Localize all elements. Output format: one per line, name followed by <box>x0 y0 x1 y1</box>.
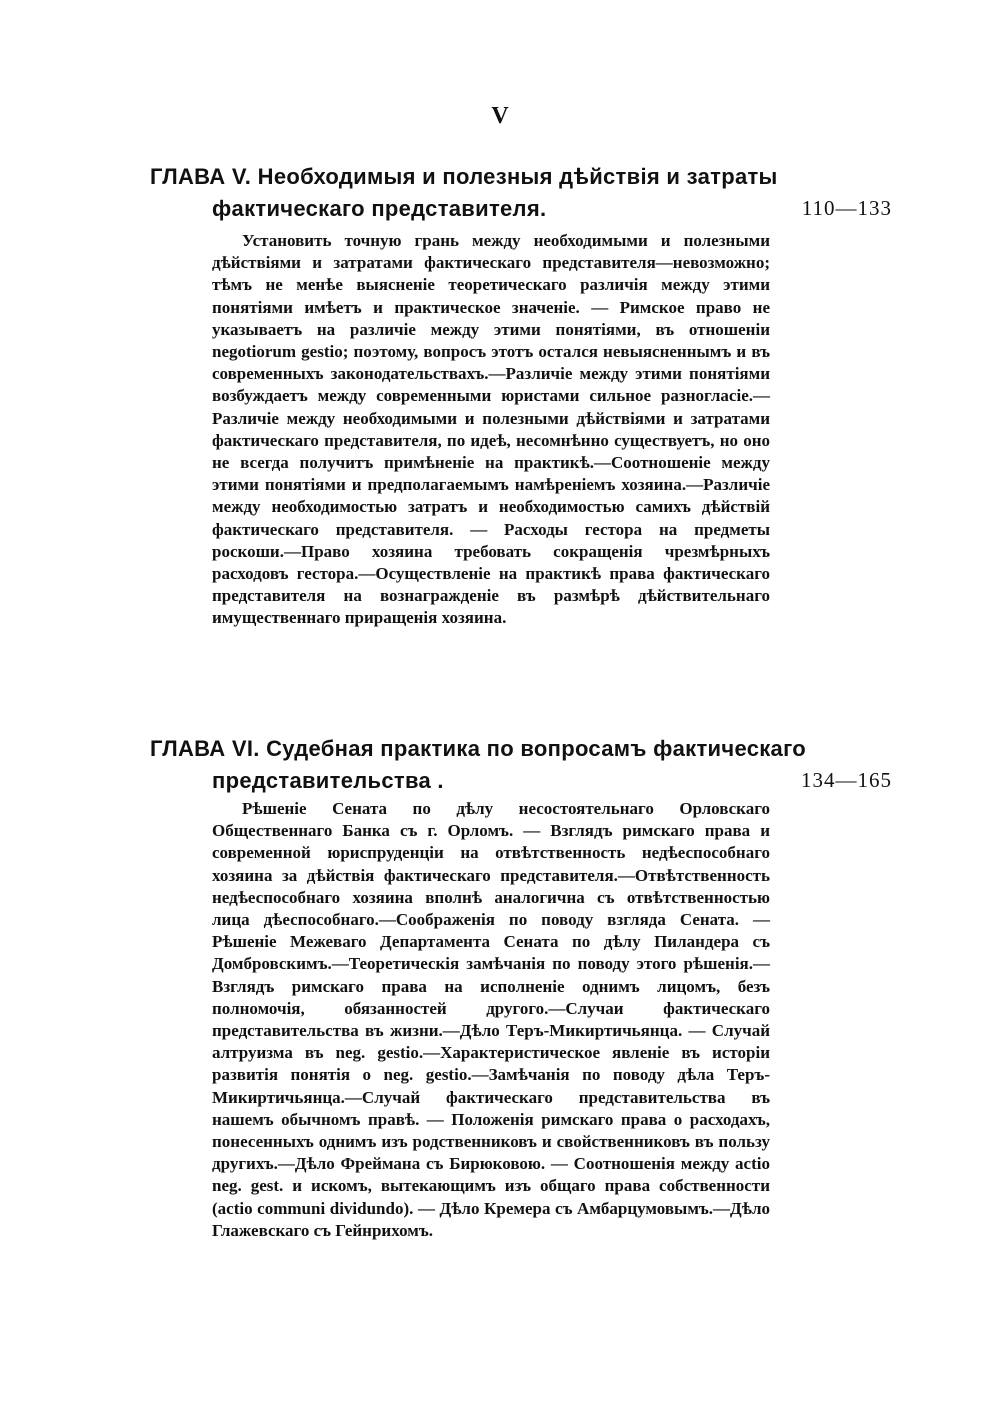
chapter-label: ГЛАВА V. <box>150 164 252 189</box>
chapter-5 <box>0 164 1000 628</box>
chapter-title-first-line <box>150 736 806 762</box>
chapter-title: Судебная практика по вопросамъ фактическаго <box>266 736 806 761</box>
chapter-heading <box>0 164 1000 236</box>
chapter-page-range: 134—165 <box>801 768 892 792</box>
chapter-6 <box>0 736 1000 1240</box>
chapter-title-first-line <box>150 164 778 190</box>
page-number: V <box>491 103 509 129</box>
chapter-title-second-line: представительства . <box>212 768 444 793</box>
chapter-title: Необходимыя и полезныя дѣйствія и затраты <box>257 164 778 189</box>
chapter-title-second-line: фактическаго представителя. <box>212 196 547 221</box>
chapter-page-range: 110—133 <box>801 196 892 220</box>
chapter-summary: Рѣшеніе Сената по дѣлу несостоятельнаго Орловскаго Общественнаго Банка съ г. Орломъ. — Взглядъ римскаго права и современной юриспруденціи на отвѣтственность недѣеспособнаго хозяина за дѣйствія фактическаго представителя.—Отвѣтственность недѣеспособнаго хозяина вполнѣ аналогична съ отвѣтственностью лица дѣеспособнаго.—Соображенія по поводу взгляда Сената. — Рѣшеніе Межеваго Департамента Сената по дѣлу Пиландера съ Домбровскимъ.—Теоретическія замѣчанія по поводу этого рѣшенія.—Взглядъ римскаго права на исполненіе однимъ лицомъ, безъ полномочія, обязанностей другого.—Случаи фактическаго представительства въ жизни.—Дѣло Теръ-Микиртичьянца. — Случай алтруизма въ neg. gestio.—Характеристическое явленіе въ исторіи развитія понятія о neg. gestio.—Замѣчанія по поводу дѣла Теръ-Микиртичьянца.—Случай фактическаго представительства въ нашемъ обычномъ правѣ. — Положенія римскаго права о расходахъ, понесенныхъ однимъ изъ родственниковъ и свойственниковъ въ пользу другихъ.—Дѣло Фреймана съ Бирюковою. — Соотношенія между actio neg. gest. и искомъ, вытекающимъ изъ общаго права собственности (actio communi dividundo). — Дѣло Кремера съ Амбарцумовымъ.—Дѣло Глажевскаго съ Гейнрихомъ. <box>212 799 770 1240</box>
chapter-label: ГЛАВА VI. <box>150 736 260 761</box>
chapter-summary: Установить точную грань между необходимыми и полезными дѣйствіями и затратами фактическаго представителя—невозможно; тѣмъ не менѣе выясненіе теоретическаго различія между этими понятіями имѣетъ и практическое значеніе. — Римское право не указываетъ на различіе между этими понятіями, въ отношеніи negotiorum gestio; поэтому, вопросъ этотъ остался невыясненнымъ и въ современныхъ законодательствахъ.—Различіе между этими понятіями возбуждаетъ между современными юристами сильное разногласіе.—Различіе между необходимыми и полезными дѣйствіями и затратами фактическаго представителя, по идеѣ, несомнѣнно существуетъ, но оно не всегда получитъ примѣненіе на практикѣ.—Соотношеніе между этими понятіями и предполагаемымъ намѣреніемъ хозяина.—Различіе между необходимостью затратъ и необходимостью самихъ дѣйствій фактическаго представителя. — Расходы гестора на предметы роскоши.—Право хозяина требовать сокращенія чрезмѣрныхъ расходовъ гестора.—Осуществленіе на практикѣ права фактическаго представителя на вознагражденіе въ размѣрѣ дѣйствительнаго имущественнаго приращенія хозяина. <box>212 231 770 628</box>
